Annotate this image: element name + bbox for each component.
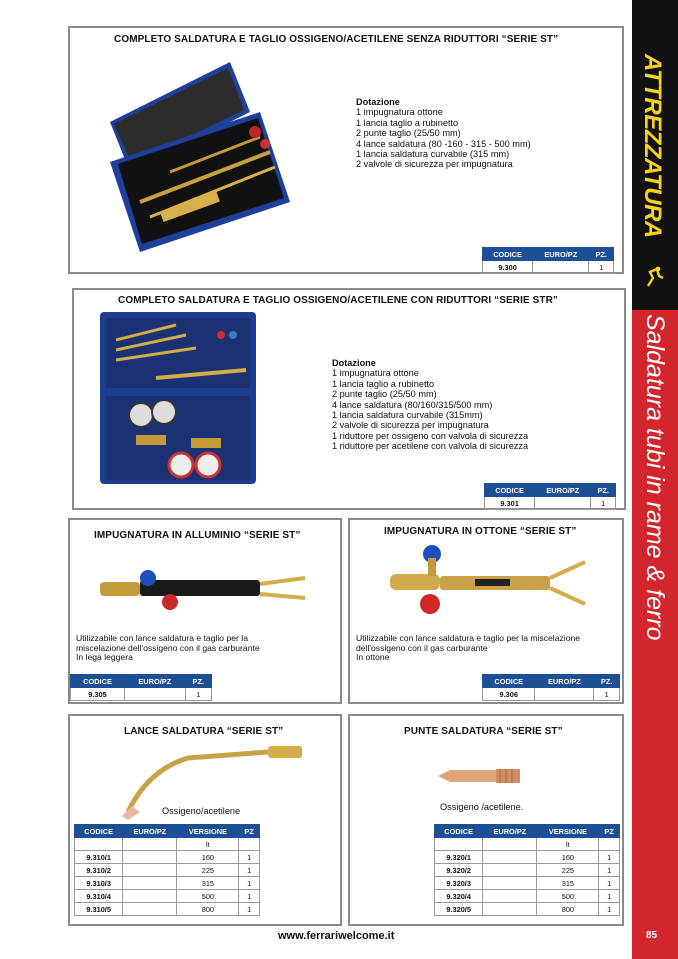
page-number: 85 <box>646 930 658 941</box>
table-row <box>71 688 212 701</box>
header-pz: PZ. <box>591 484 616 497</box>
section-sidebar <box>632 0 678 959</box>
code-cell: 9.306 <box>483 688 535 701</box>
qty-cell: 1 <box>599 890 620 903</box>
header-versione: VERSIONE <box>537 825 599 838</box>
description-line: 2 valvole di sicurezza per impugnatura <box>332 420 489 431</box>
product-title: IMPUGNATURA IN ALLUMINIO “SERIE ST” <box>94 530 301 541</box>
code-cell: 9.320/3 <box>435 877 483 890</box>
unit-row <box>435 838 620 851</box>
header-euro: EURO/PZ <box>123 825 177 838</box>
table-row <box>435 851 620 864</box>
description-line: 1 riduttore per acetilene con valvola di sicurezza <box>332 441 529 452</box>
description-line: Utilizzabile con lance saldatura e taglio per la miscelazione <box>356 633 581 643</box>
unit-cell: lt <box>537 838 599 851</box>
header-versione: VERSIONE <box>177 825 239 838</box>
table-row <box>435 864 620 877</box>
description-line: miscelazione dell'ossigeno con il gas carburante <box>76 642 260 653</box>
table-row <box>75 851 260 864</box>
product-card-9300 <box>68 26 624 274</box>
qty-cell: 1 <box>239 851 260 864</box>
welding-tip-image <box>436 764 526 788</box>
table-row <box>435 877 620 890</box>
description-line: 4 lance saldatura (80 -160 - 315 - 500 mm) <box>356 138 531 149</box>
header-codice: CODICE <box>435 825 483 838</box>
product-title: PUNTE SALDATURA “SERIE ST” <box>404 726 563 737</box>
product-card-9305 <box>68 518 342 704</box>
header-euro: EURO/PZ <box>483 825 537 838</box>
price-table <box>482 247 614 274</box>
description-line: 2 valvole di sicurezza per impugnatura <box>356 159 513 170</box>
brass-handle-image <box>390 544 590 616</box>
description-line: In ottone <box>356 652 390 663</box>
table-row <box>435 890 620 903</box>
category-band <box>632 310 678 959</box>
code-cell: 9.310/3 <box>75 877 123 890</box>
product-card-9310 <box>68 714 342 926</box>
aluminium-handle-image <box>100 562 310 622</box>
price-cell[interactable] <box>123 877 177 890</box>
qty-cell: 1 <box>599 864 620 877</box>
product-card-9320 <box>348 714 624 926</box>
header-euro: EURO/PZ <box>125 675 186 688</box>
qty-cell: 1 <box>591 497 616 510</box>
welding-kit-with-regulators-image <box>96 310 262 490</box>
version-cell: 500 <box>537 890 599 903</box>
table-row <box>75 877 260 890</box>
price-cell[interactable] <box>483 877 537 890</box>
table-row <box>75 903 260 916</box>
product-title: LANCE SALDATURA “SERIE ST” <box>124 726 284 737</box>
code-cell: 9.301 <box>485 497 535 510</box>
product-description <box>332 358 528 452</box>
version-cell: 315 <box>177 877 239 890</box>
description-line: In lega leggera <box>76 652 133 663</box>
header-pz: PZ <box>239 825 260 838</box>
product-caption: Ossigeno /acetilene. <box>440 802 524 812</box>
version-cell: 160 <box>177 851 239 864</box>
price-cell[interactable] <box>123 864 177 877</box>
code-cell: 9.310/2 <box>75 864 123 877</box>
price-cell[interactable] <box>483 890 537 903</box>
description-line: 1 lancia saldatura curvabile (315mm) <box>332 410 483 421</box>
description-line: dell'ossigeno con il gas carburante <box>356 642 488 653</box>
code-cell: 9.300 <box>483 261 533 274</box>
price-cell[interactable] <box>123 903 177 916</box>
header-codice: CODICE <box>483 248 533 261</box>
price-cell[interactable] <box>535 688 594 701</box>
qty-cell: 1 <box>589 261 614 274</box>
price-cell[interactable] <box>483 851 537 864</box>
unit-row <box>75 838 260 851</box>
description-heading: Dotazione <box>356 97 400 107</box>
qty-cell: 1 <box>594 688 620 701</box>
header-codice: CODICE <box>483 675 535 688</box>
price-cell[interactable] <box>123 890 177 903</box>
welding-kit-case-image <box>100 52 290 252</box>
table-row <box>435 903 620 916</box>
welder-icon <box>645 266 665 288</box>
qty-cell: 1 <box>599 851 620 864</box>
price-cell[interactable] <box>483 903 537 916</box>
price-table <box>74 824 260 916</box>
header-euro: EURO/PZ <box>533 248 589 261</box>
table-row <box>483 261 614 274</box>
description-line: 1 lancia saldatura curvabile (315 mm) <box>356 149 510 160</box>
qty-cell: 1 <box>239 864 260 877</box>
section-band <box>632 0 678 310</box>
header-pz: PZ <box>599 825 620 838</box>
description-line: 4 lance saldatura (80/160/315/500 mm) <box>332 399 493 410</box>
code-cell: 9.310/5 <box>75 903 123 916</box>
table-row <box>75 864 260 877</box>
price-cell[interactable] <box>533 261 589 274</box>
description-line: Utilizzabile con lance saldatura e taglio per la <box>76 633 248 643</box>
code-cell: 9.310/1 <box>75 851 123 864</box>
table-row <box>485 497 616 510</box>
code-cell: 9.320/4 <box>435 890 483 903</box>
table-row <box>483 688 620 701</box>
price-cell[interactable] <box>123 851 177 864</box>
product-description <box>76 634 260 663</box>
version-cell: 225 <box>177 864 239 877</box>
product-title: IMPUGNATURA IN OTTONE “SERIE ST” <box>384 526 577 537</box>
category-label: Saldatura tubi in rame & ferro <box>641 314 669 641</box>
header-codice: CODICE <box>71 675 125 688</box>
qty-cell: 1 <box>239 877 260 890</box>
product-title: COMPLETO SALDATURA E TAGLIO OSSIGENO/ACETILENE CON RIDUTTORI “SERIE STR” <box>118 295 558 306</box>
version-cell: 500 <box>177 890 239 903</box>
version-cell: 800 <box>537 903 599 916</box>
header-euro: EURO/PZ <box>535 675 594 688</box>
description-line: 1 impugnatura ottone <box>332 368 419 379</box>
price-table <box>482 674 620 701</box>
qty-cell: 1 <box>599 903 620 916</box>
qty-cell: 1 <box>185 688 211 701</box>
price-cell[interactable] <box>483 864 537 877</box>
unit-cell: lt <box>177 838 239 851</box>
code-cell: 9.310/4 <box>75 890 123 903</box>
product-description <box>356 97 531 170</box>
version-cell: 315 <box>537 877 599 890</box>
product-card-9306 <box>348 518 624 704</box>
price-table <box>70 674 212 701</box>
description-line: 2 punte taglio (25/50 mm) <box>356 128 461 139</box>
header-codice: CODICE <box>485 484 535 497</box>
product-caption: Ossigeno/acetilene <box>162 806 241 816</box>
product-description <box>356 634 580 663</box>
description-line: 1 lancia taglio a rubinetto <box>332 378 435 389</box>
description-line: 1 impugnatura ottone <box>356 107 443 118</box>
section-label: ATTREZZATURA <box>639 54 666 238</box>
version-cell: 160 <box>537 851 599 864</box>
product-title: COMPLETO SALDATURA E TAGLIO OSSIGENO/ACETILENE SENZA RIDUTTORI “SERIE ST” <box>114 34 559 45</box>
code-cell: 9.305 <box>71 688 125 701</box>
table-row <box>75 890 260 903</box>
qty-cell: 1 <box>239 890 260 903</box>
price-cell[interactable] <box>125 688 186 701</box>
header-codice: CODICE <box>75 825 123 838</box>
qty-cell: 1 <box>599 877 620 890</box>
description-line: 1 riduttore per ossigeno con valvola di sicurezza <box>332 430 529 441</box>
website-link[interactable]: www.ferrariwelcome.it <box>278 930 395 942</box>
description-line: 1 lancia taglio a rubinetto <box>356 117 459 128</box>
price-table <box>484 483 616 510</box>
qty-cell: 1 <box>239 903 260 916</box>
header-pz: PZ. <box>589 248 614 261</box>
version-cell: 800 <box>177 903 239 916</box>
code-cell: 9.320/2 <box>435 864 483 877</box>
code-cell: 9.320/5 <box>435 903 483 916</box>
price-cell[interactable] <box>535 497 591 510</box>
header-pz: PZ. <box>185 675 211 688</box>
code-cell: 9.320/1 <box>435 851 483 864</box>
description-heading: Dotazione <box>332 358 376 368</box>
header-euro: EURO/PZ <box>535 484 591 497</box>
header-pz: PZ. <box>594 675 620 688</box>
description-line: 2 punte taglio (25/50 mm) <box>332 389 437 400</box>
version-cell: 225 <box>537 864 599 877</box>
price-table <box>434 824 620 916</box>
product-card-9301 <box>72 288 626 510</box>
